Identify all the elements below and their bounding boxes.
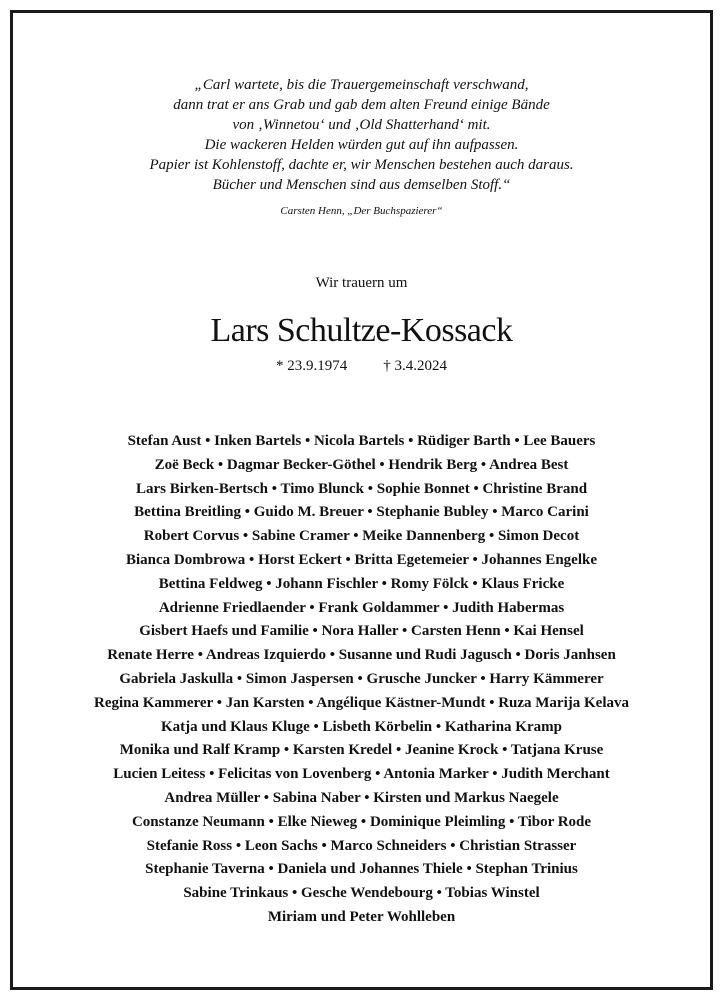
quote-line: Papier ist Kohlenstoff, dachte er, wir Menschen bestehen auch daraus. [149,157,574,173]
mourners-line: Bianca Dombrowa • Horst Eckert • Britta Egetemeier • Johannes Engelke [126,551,597,568]
epigraph-quote [0,75,723,195]
mourners-line: Gisbert Haefs und Familie • Nora Haller • Carsten Henn • Kai Hensel [139,623,584,640]
mourners-line: Stephanie Taverna • Daniela und Johannes Thiele • Stephan Trinius [145,861,578,878]
mourners-line: Lars Birken-Bertsch • Timo Blunck • Sophie Bonnet • Christine Brand [135,480,588,497]
mourners-line: Andrea Müller • Sabina Naber • Kirsten und Markus Naegele [164,789,559,806]
death-date: † 3.4.2024 [383,358,447,374]
mourners-line: Monika und Ralf Kramp • Karsten Kredel • Jeanine Krock • Tatjana Kruse [119,742,604,759]
mourners-line: Gabriela Jaskulla • Simon Jaspersen • Grusche Juncker • Harry Kämmerer [119,670,604,687]
mourners-line: Katja und Klaus Kluge • Lisbeth Körbelin • Katharina Kramp [161,718,562,735]
mourners-line: Bettina Breitling • Guido M. Breuer • Stephanie Bubley • Marco Carini [134,504,589,521]
mourners-line: Miriam und Peter Wohlleben [267,908,456,925]
mourners-line: Constanze Neumann • Elke Nieweg • Dominique Pleimling • Tibor Rode [131,813,592,830]
life-dates [0,356,723,376]
quote-source: Carsten Henn, „Der Buchspazierer“ [280,205,443,217]
mourners-list [0,430,723,930]
mourning-intro: Wir trauern um [315,275,408,291]
birth-date: * 23.9.1974 [276,358,348,374]
mourners-line: Stefanie Ross • Leon Sachs • Marco Schneiders • Christian Strasser [146,837,577,854]
mourners-line: Stefan Aust • Inken Bartels • Nicola Bartels • Rüdiger Barth • Lee Bauers [127,433,596,449]
quote-line: Die wackeren Helden würden gut auf ihn aufpassen. [204,137,519,153]
quote-line: „Carl wartete, bis die Trauergemeinschaft verschwand, [194,77,529,93]
quote-line: dann trat er ans Grab und gab dem alten Freund einige Bände [173,97,550,113]
deceased-name: Lars Schultze-Kossack [210,312,513,349]
mourners-line: Robert Corvus • Sabine Cramer • Meike Dannenberg • Simon Decot [143,528,580,545]
mourners-line: Regina Kammerer • Jan Karsten • Angélique Kästner-Mundt • Ruza Marija Kelava [93,694,629,711]
quote-line: Bücher und Menschen sind aus demselben Stoff.“ [212,177,511,193]
quote-line: von ‚Winnetou‘ und ‚Old Shatterhand‘ mit. [232,117,491,133]
mourners-line: Sabine Trinkaus • Gesche Wendebourg • Tobias Winstel [183,885,540,902]
mourners-line: Lucien Leitess • Felicitas von Lovenberg • Antonia Marker • Judith Merchant [113,766,610,783]
mourners-line: Renate Herre • Andreas Izquierdo • Susanne und Rudi Jagusch • Doris Janhsen [107,647,616,664]
mourners-line: Zoë Beck • Dagmar Becker-Göthel • Hendrik Berg • Andrea Best [154,456,569,473]
mourners-line: Adrienne Friedlaender • Frank Goldammer • Judith Habermas [158,599,565,616]
mourners-line: Bettina Feldweg • Johann Fischler • Romy Fölck • Klaus Fricke [158,575,565,592]
